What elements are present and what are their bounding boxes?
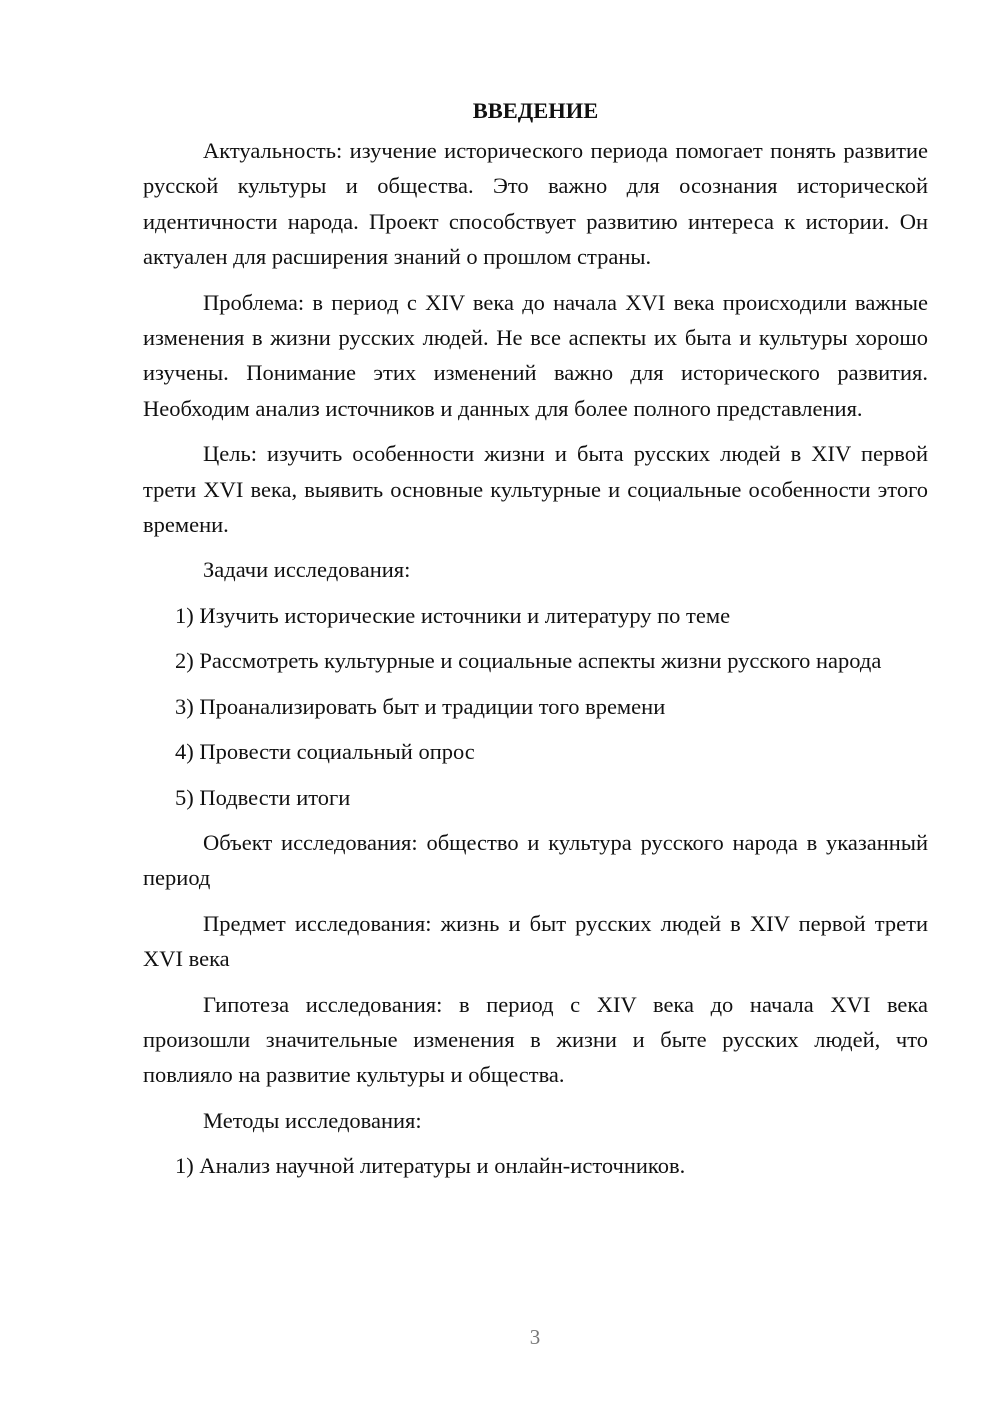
subject-paragraph: Предмет исследования: жизнь и быт русских людей в XIV первой трети XVI века [143, 910, 928, 972]
section-title: ВВЕДЕНИЕ [472, 98, 599, 123]
hypothesis-paragraph: Гипотеза исследования: в период с XIV века до начала XVI века произошли значительные изменения в жизни и быте русских людей, что повлияло на развитие культуры и общества. [143, 991, 928, 1088]
task-item-3: 3) Проанализировать быт и традиции того времени [175, 693, 666, 719]
relevance-paragraph: Актуальность: изучение исторического периода помогает понять развитие русской культуры и общества. Это важно для осознания исторической идентичности народа. Проект способствует развитию интереса к истории. Он актуален для расширения знаний о прошлом страны. [143, 138, 928, 270]
method-item-1: 1) Анализ научной литературы и онлайн-источников. [175, 1153, 686, 1179]
goal-paragraph: Цель: изучить особенности жизни и быта русских людей в XIV первой трети XVI века, выявить основные культурные и социальные особенности этого времени. [143, 441, 928, 538]
task-item-2: 2) Рассмотреть культурные и социальные аспекты жизни русского народа [175, 648, 882, 674]
tasks-heading: Задачи исследования: [203, 557, 411, 583]
methods-heading: Методы исследования: [203, 1107, 422, 1133]
object-paragraph: Объект исследования: общество и культура русского народа в указанный период [143, 829, 928, 891]
task-item-5: 5) Подвести итоги [175, 784, 351, 810]
task-item-1: 1) Изучить исторические источники и литературу по теме [175, 602, 731, 628]
document-page [143, 88, 928, 1194]
task-item-4: 4) Провести социальный опрос [175, 739, 475, 765]
page-number: 3 [529, 1325, 541, 1349]
problem-paragraph: Проблема: в период с XIV века до начала XVI века происходили важные изменения в жизни русских людей. Не все аспекты их быта и культуры хорошо изучены. Понимание этих изменений важно для исторического развития. Необходим анализ источников и данных для более полного представления. [143, 289, 928, 421]
